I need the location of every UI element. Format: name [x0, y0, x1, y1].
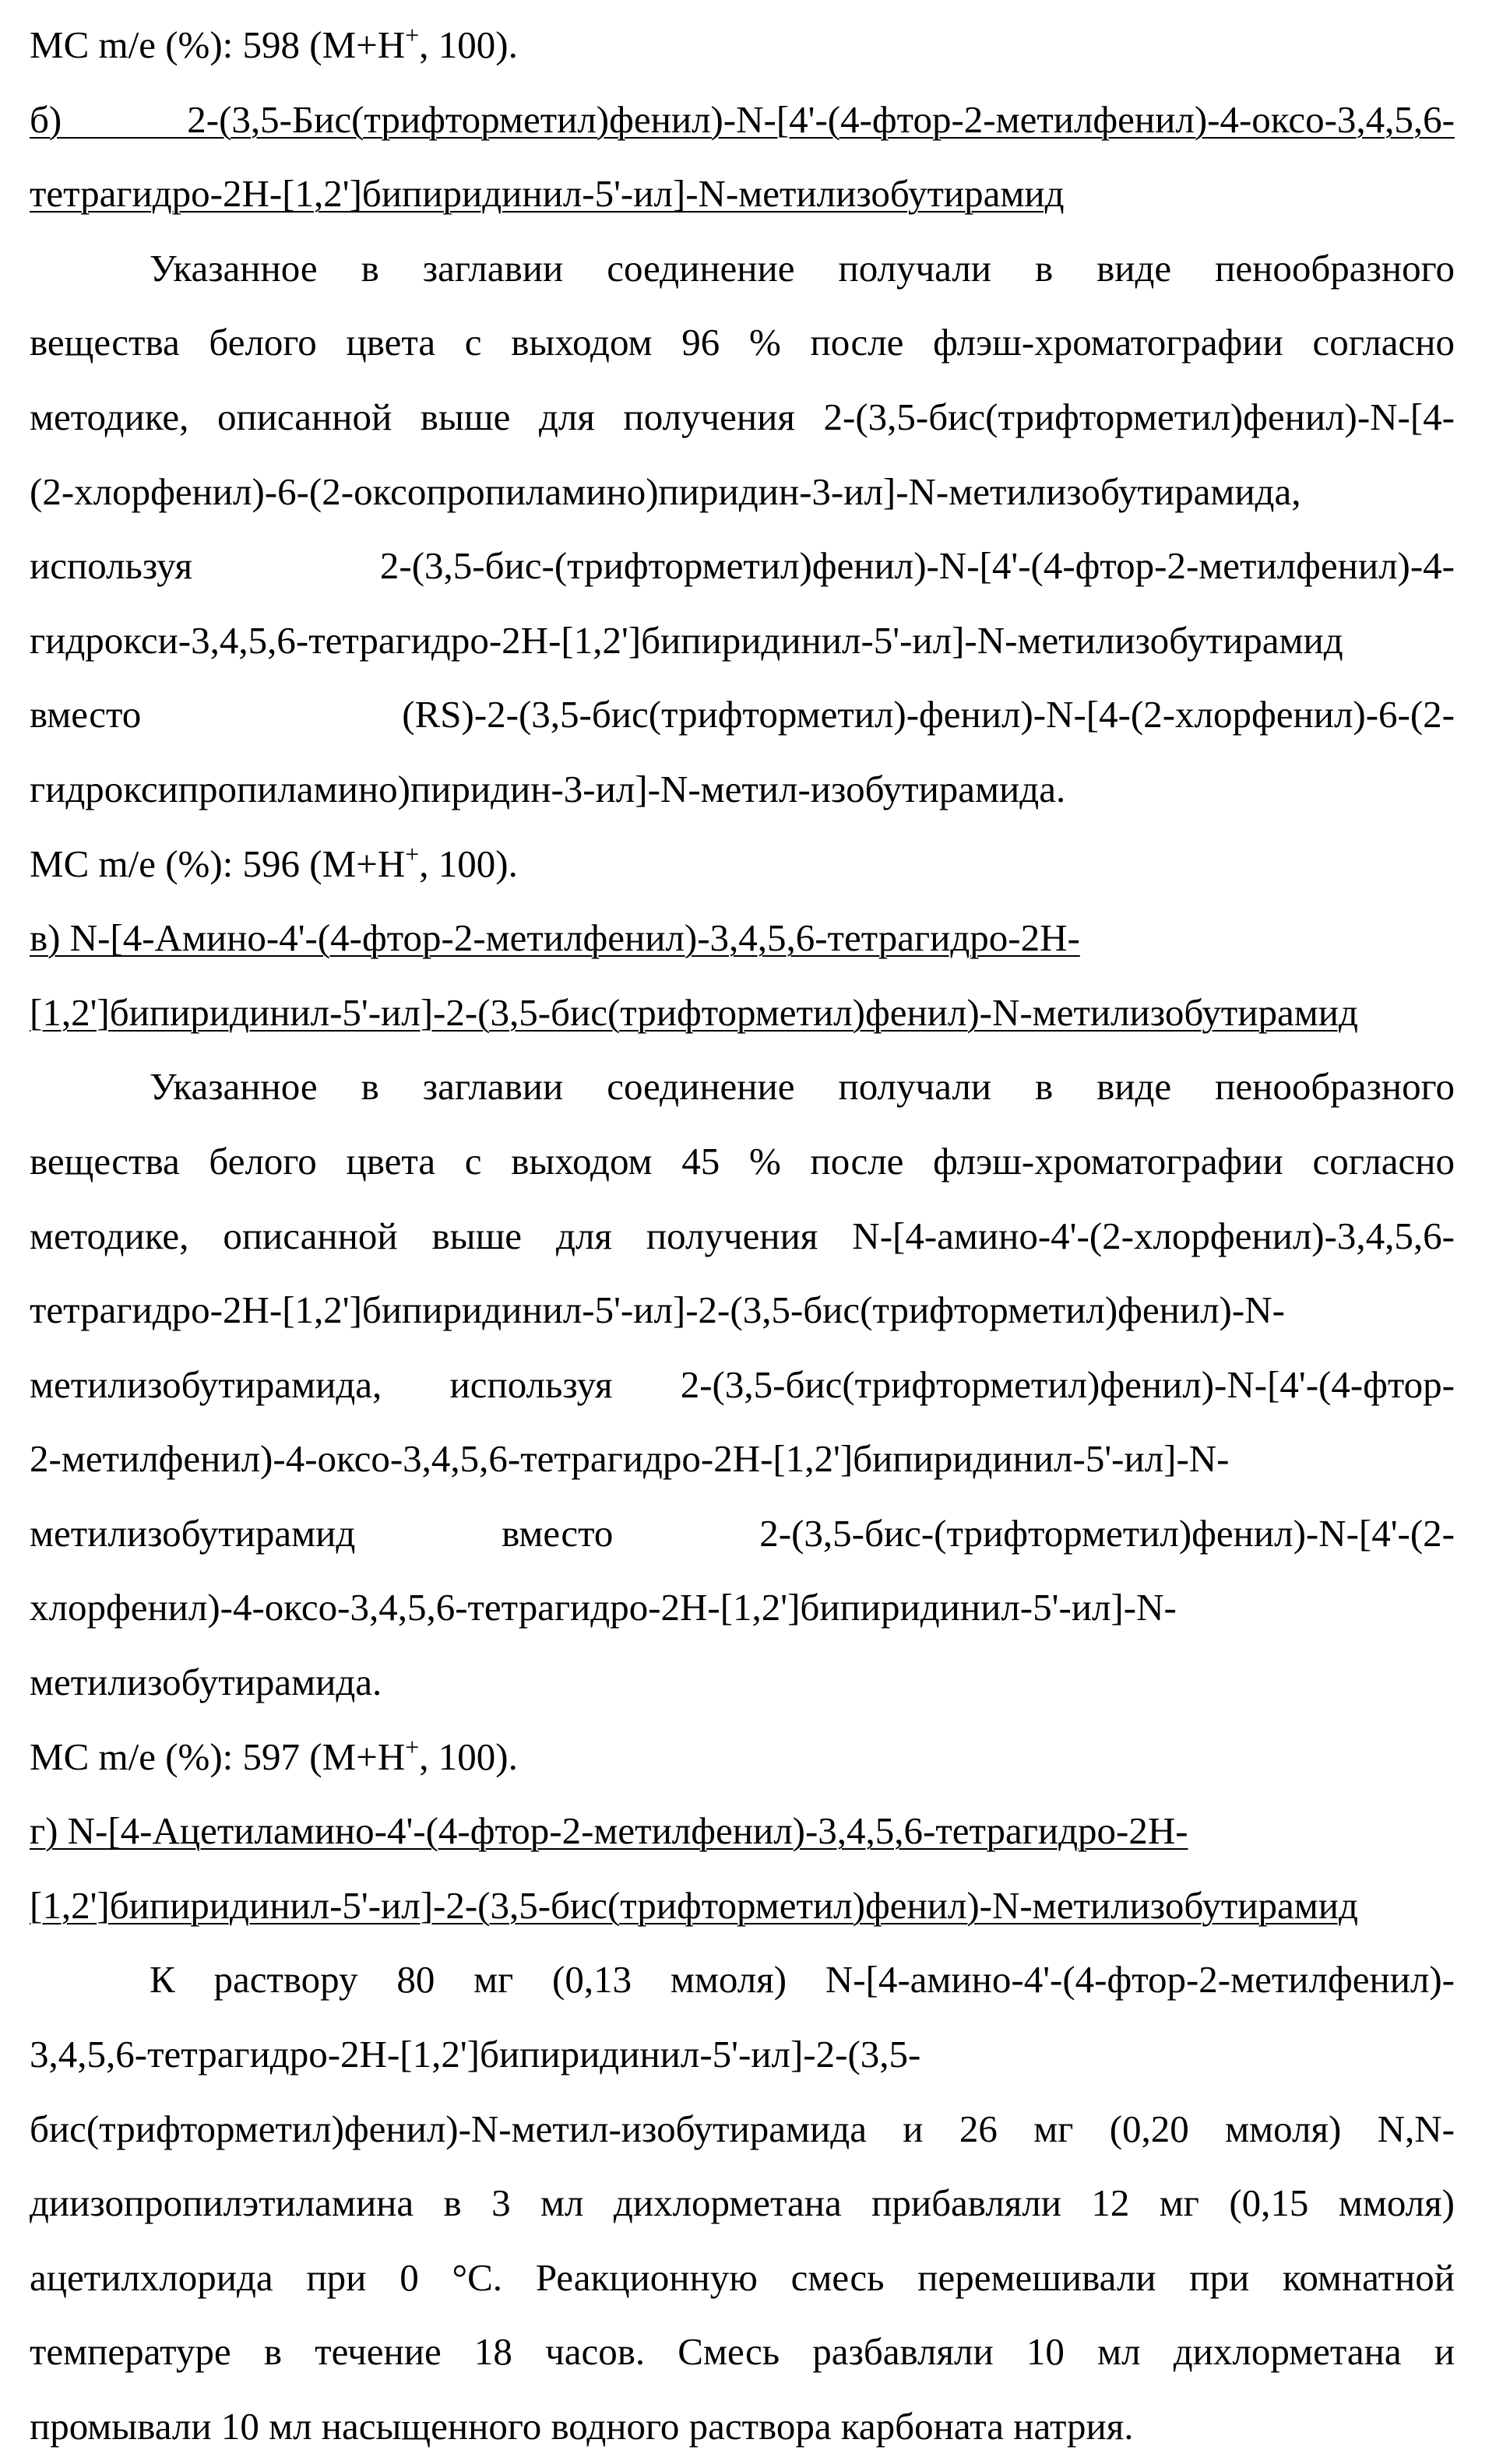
- heading-text: [1,2']бипиридинил-5'-ил]-2-(3,5-бис(трифторметил)фенил)-N-метилизобутирамид: [30, 991, 1358, 1034]
- line-text: ацетилхлорида при 0 °C. Реакционную смесь перемешивали при комнатной: [30, 2256, 1455, 2299]
- ms-superscript: +: [405, 1733, 419, 1761]
- paragraph-line: [30, 1124, 1455, 1199]
- ms-text: , 100).: [419, 842, 518, 885]
- line-text: тетрагидро-2H-[1,2']бипиридинил-5'-ил]-2-(3,5-бис(трифторметил)фенил)-N-: [30, 1288, 1285, 1331]
- ms-text: МС m/e (%): 596 (M+H: [30, 842, 405, 885]
- paragraph-line: [30, 1422, 1455, 1496]
- paragraph-first-line: [30, 1049, 1455, 1124]
- line-text: гидрокси-3,4,5,6-тетрагидро-2H-[1,2']бипиридинил-5'-ил]-N-метилизобутирамид: [30, 619, 1343, 662]
- paragraph-line: [30, 603, 1455, 678]
- heading-text: в) N-[4-Амино-4'-(4-фтор-2-метилфенил)-3,4,5,6-тетрагидро-2H-: [30, 916, 1080, 959]
- paragraph-line: [30, 2389, 1455, 2464]
- ms-text: , 100).: [419, 1735, 518, 1778]
- line-text: промывали 10 мл насыщенного водного раствора карбоната натрия.: [30, 2405, 1134, 2448]
- ms-superscript: +: [405, 840, 419, 868]
- paragraph-line: [30, 1199, 1455, 1274]
- paragraph-line: [30, 529, 1455, 603]
- paragraph-line: [30, 2017, 1455, 2092]
- line-text: диизопропилэтиламина в 3 мл дихлорметана прибавляли 12 мг (0,15 ммоля): [30, 2181, 1455, 2224]
- compound-heading: [30, 1794, 1455, 1868]
- line-text: 2-метилфенил)-4-оксо-3,4,5,6-тетрагидро-2H-[1,2']бипиридинил-5'-ил]-N-: [30, 1437, 1230, 1480]
- compound-heading: [30, 901, 1455, 975]
- line-text: К раствору 80 мг (0,13 ммоля) N-[4-амино-4'-(4-фтор-2-метилфенил)-: [150, 1958, 1455, 2001]
- line-text: методике, описанной выше для получения N-[4-амино-4'-(2-хлорфенил)-3,4,5,6-: [30, 1214, 1455, 1257]
- paragraph-line: [30, 752, 1455, 827]
- line-text: метилизобутирамида, используя 2-(3,5-бис(трифторметил)фенил)-N-[4'-(4-фтор-: [30, 1363, 1455, 1406]
- line-text: гидроксипропиламино)пиридин-3-ил]-N-метил-изобутирамида.: [30, 768, 1065, 810]
- mass-spec-line: [30, 1720, 1455, 1794]
- paragraph-line: [30, 2092, 1455, 2167]
- mass-spec-line: [30, 8, 1455, 83]
- line-text: вещества белого цвета с выходом 96 % после флэш-хроматографии согласно: [30, 321, 1455, 364]
- paragraph-line: [30, 1496, 1455, 1571]
- document-page: [30, 8, 1455, 2464]
- line-text: хлорфенил)-4-оксо-3,4,5,6-тетрагидро-2H-[1,2']бипиридинил-5'-ил]-N-: [30, 1586, 1177, 1629]
- ms-text: , 100).: [419, 23, 518, 66]
- line-text: используя 2-(3,5-бис-(трифторметил)фенил)-N-[4'-(4-фтор-2-метилфенил)-4-: [30, 544, 1455, 587]
- compound-heading: [30, 83, 1455, 157]
- paragraph-line: [30, 2166, 1455, 2241]
- compound-heading: [30, 975, 1455, 1050]
- line-text: методике, описанной выше для получения 2-(3,5-бис(трифторметил)фенил)-N-[4-: [30, 395, 1455, 438]
- ms-text: МС m/e (%): 598 (M+H: [30, 23, 405, 66]
- ms-superscript: +: [405, 21, 419, 49]
- paragraph-line: [30, 455, 1455, 529]
- heading-text: г) N-[4-Ацетиламино-4'-(4-фтор-2-метилфенил)-3,4,5,6-тетрагидро-2H-: [30, 1809, 1188, 1852]
- paragraph-line: [30, 2315, 1455, 2389]
- line-text: вещества белого цвета с выходом 45 % после флэш-хроматографии согласно: [30, 1140, 1455, 1183]
- line-text: (2-хлорфенил)-6-(2-оксопропиламино)пиридин-3-ил]-N-метилизобутирамида,: [30, 470, 1301, 513]
- heading-text: [1,2']бипиридинил-5'-ил]-2-(3,5-бис(трифторметил)фенил)-N-метилизобутирамид: [30, 1884, 1358, 1927]
- paragraph-line: [30, 677, 1455, 752]
- paragraph-line: [30, 1348, 1455, 1422]
- paragraph-line: [30, 1570, 1455, 1645]
- heading-text: б) 2-(3,5-Бис(трифторметил)фенил)-N-[4'-(4-фтор-2-метилфенил)-4-оксо-3,4,5,6-: [30, 98, 1455, 141]
- line-text: Указанное в заглавии соединение получали в виде пенообразного: [150, 1065, 1455, 1108]
- line-text: температуре в течение 18 часов. Смесь разбавляли 10 мл дихлорметана и: [30, 2330, 1455, 2373]
- mass-spec-line: [30, 827, 1455, 902]
- line-text: метилизобутирамид вместо 2-(3,5-бис-(трифторметил)фенил)-N-[4'-(2-: [30, 1512, 1455, 1555]
- paragraph-first-line: [30, 1942, 1455, 2017]
- compound-heading: [30, 1868, 1455, 1943]
- paragraph-first-line: [30, 231, 1455, 306]
- paragraph-line: [30, 1645, 1455, 1720]
- paragraph-line: [30, 305, 1455, 380]
- paragraph-line: [30, 2241, 1455, 2315]
- line-text: Указанное в заглавии соединение получали в виде пенообразного: [150, 247, 1455, 290]
- line-text: вместо (RS)-2-(3,5-бис(трифторметил)-фенил)-N-[4-(2-хлорфенил)-6-(2-: [30, 693, 1455, 736]
- ms-text: МС m/e (%): 597 (M+H: [30, 1735, 405, 1778]
- line-text: 3,4,5,6-тетрагидро-2H-[1,2']бипиридинил-5'-ил]-2-(3,5-: [30, 2033, 920, 2076]
- compound-heading: [30, 156, 1455, 231]
- line-text: бис(трифторметил)фенил)-N-метил-изобутирамида и 26 мг (0,20 ммоля) N,N-: [30, 2107, 1455, 2150]
- paragraph-line: [30, 1273, 1455, 1348]
- paragraph-line: [30, 380, 1455, 455]
- line-text: метилизобутирамида.: [30, 1661, 382, 1703]
- heading-text: тетрагидро-2H-[1,2']бипиридинил-5'-ил]-N-метилизобутирамид: [30, 172, 1065, 215]
